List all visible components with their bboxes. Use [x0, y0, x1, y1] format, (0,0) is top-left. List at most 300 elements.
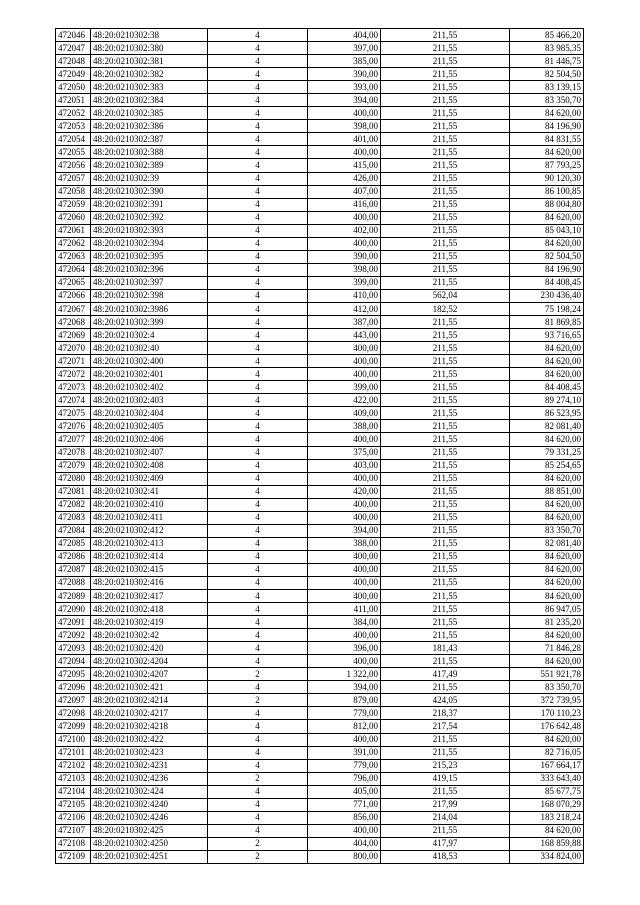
- area-cell: 398,00: [308, 263, 381, 276]
- specific-value-cell: 211,55: [381, 590, 510, 603]
- table-row: [56, 459, 584, 472]
- cadastral-value-cell: 84 620,00: [510, 576, 584, 589]
- specific-value-cell: 211,55: [381, 576, 510, 589]
- area-cell: 400,00: [308, 733, 381, 746]
- row-index-cell: 472105: [56, 798, 91, 811]
- cadastral-number-cell: 48:20:0210302:413: [91, 537, 208, 550]
- cadastral-number-cell: 48:20:0210302:42: [91, 629, 208, 642]
- specific-value-cell: 211,55: [381, 550, 510, 563]
- specific-value-cell: 211,55: [381, 381, 510, 394]
- row-index-cell: 472049: [56, 68, 91, 81]
- row-index-cell: 472082: [56, 498, 91, 511]
- area-cell: 391,00: [308, 746, 381, 759]
- row-index-cell: 472100: [56, 733, 91, 746]
- group-code-cell: 4: [208, 511, 308, 524]
- cadastral-value-cell: 82 716,05: [510, 746, 584, 759]
- cadastral-value-cell: 79 331,25: [510, 446, 584, 459]
- cadastral-value-cell: 84 620,00: [510, 590, 584, 603]
- area-cell: 400,00: [308, 511, 381, 524]
- group-code-cell: 4: [208, 785, 308, 798]
- specific-value-cell: 211,55: [381, 681, 510, 694]
- table-body: [56, 29, 584, 864]
- table-row: [56, 289, 584, 302]
- group-code-cell: 4: [208, 472, 308, 485]
- area-cell: 398,00: [308, 120, 381, 133]
- specific-value-cell: 211,55: [381, 485, 510, 498]
- row-index-cell: 472055: [56, 146, 91, 159]
- cadastral-value-cell: 83 139,15: [510, 81, 584, 94]
- specific-value-cell: 211,55: [381, 159, 510, 172]
- row-index-cell: 472058: [56, 185, 91, 198]
- table-row: [56, 198, 584, 211]
- cadastral-value-cell: 84 831,55: [510, 133, 584, 146]
- table-row: [56, 759, 584, 772]
- row-index-cell: 472093: [56, 642, 91, 655]
- table-row: [56, 120, 584, 133]
- group-code-cell: 4: [208, 655, 308, 668]
- cadastral-value-cell: 168 859,88: [510, 837, 584, 850]
- area-cell: 1 322,00: [308, 668, 381, 681]
- cadastral-value-cell: 84 408,45: [510, 276, 584, 289]
- cadastral-number-cell: 48:20:0210302:4251: [91, 850, 208, 863]
- cadastral-value-cell: 84 196,90: [510, 263, 584, 276]
- row-index-cell: 472104: [56, 785, 91, 798]
- row-index-cell: 472063: [56, 250, 91, 263]
- group-code-cell: 4: [208, 276, 308, 289]
- row-index-cell: 472086: [56, 550, 91, 563]
- row-index-cell: 472066: [56, 289, 91, 302]
- specific-value-cell: 211,55: [381, 472, 510, 485]
- cadastral-number-cell: 48:20:0210302:384: [91, 94, 208, 107]
- group-code-cell: 2: [208, 850, 308, 863]
- specific-value-cell: 417,49: [381, 668, 510, 681]
- area-cell: 400,00: [308, 211, 381, 224]
- cadastral-value-cell: 167 664,17: [510, 759, 584, 772]
- area-cell: 400,00: [308, 576, 381, 589]
- specific-value-cell: 182,52: [381, 302, 510, 315]
- row-index-cell: 472072: [56, 368, 91, 381]
- group-code-cell: 4: [208, 263, 308, 276]
- row-index-cell: 472099: [56, 720, 91, 733]
- cadastral-value-cell: 84 620,00: [510, 733, 584, 746]
- area-cell: 405,00: [308, 785, 381, 798]
- table-row: [56, 433, 584, 446]
- group-code-cell: 4: [208, 198, 308, 211]
- cadastral-number-cell: 48:20:0210302:386: [91, 120, 208, 133]
- group-code-cell: 4: [208, 29, 308, 42]
- cadastral-value-table: [55, 28, 584, 864]
- group-code-cell: 4: [208, 107, 308, 120]
- cadastral-number-cell: 48:20:0210302:401: [91, 368, 208, 381]
- cadastral-value-cell: 84 196,90: [510, 120, 584, 133]
- group-code-cell: 4: [208, 759, 308, 772]
- cadastral-number-cell: 48:20:0210302:411: [91, 511, 208, 524]
- group-code-cell: 2: [208, 668, 308, 681]
- specific-value-cell: 211,55: [381, 524, 510, 537]
- cadastral-number-cell: 48:20:0210302:382: [91, 68, 208, 81]
- specific-value-cell: 211,55: [381, 94, 510, 107]
- specific-value-cell: 211,55: [381, 42, 510, 55]
- group-code-cell: 4: [208, 616, 308, 629]
- area-cell: 856,00: [308, 811, 381, 824]
- area-cell: 410,00: [308, 289, 381, 302]
- cadastral-value-cell: 86 100,85: [510, 185, 584, 198]
- cadastral-number-cell: 48:20:0210302:394: [91, 237, 208, 250]
- cadastral-number-cell: 48:20:0210302:418: [91, 603, 208, 616]
- row-index-cell: 472057: [56, 172, 91, 185]
- cadastral-number-cell: 48:20:0210302:417: [91, 590, 208, 603]
- specific-value-cell: 418,53: [381, 850, 510, 863]
- cadastral-number-cell: 48:20:0210302:4217: [91, 707, 208, 720]
- cadastral-value-cell: 551 921,78: [510, 668, 584, 681]
- area-cell: 397,00: [308, 42, 381, 55]
- table-row: [56, 68, 584, 81]
- area-cell: 401,00: [308, 133, 381, 146]
- group-code-cell: 4: [208, 524, 308, 537]
- table-row: [56, 524, 584, 537]
- table-row: [56, 81, 584, 94]
- table-row: [56, 576, 584, 589]
- cadastral-value-cell: 89 274,10: [510, 394, 584, 407]
- specific-value-cell: 211,55: [381, 746, 510, 759]
- table-row: [56, 420, 584, 433]
- area-cell: 400,00: [308, 824, 381, 837]
- row-index-cell: 472095: [56, 668, 91, 681]
- cadastral-number-cell: 48:20:0210302:4218: [91, 720, 208, 733]
- cadastral-number-cell: 48:20:0210302:393: [91, 224, 208, 237]
- row-index-cell: 472051: [56, 94, 91, 107]
- cadastral-value-cell: 84 408,45: [510, 381, 584, 394]
- row-index-cell: 472089: [56, 590, 91, 603]
- table-row: [56, 603, 584, 616]
- area-cell: 796,00: [308, 772, 381, 785]
- group-code-cell: 4: [208, 146, 308, 159]
- table-row: [56, 537, 584, 550]
- cadastral-number-cell: 48:20:0210302:381: [91, 55, 208, 68]
- row-index-cell: 472075: [56, 407, 91, 420]
- table-row: [56, 407, 584, 420]
- table-row: [56, 485, 584, 498]
- row-index-cell: 472048: [56, 55, 91, 68]
- group-code-cell: 4: [208, 368, 308, 381]
- row-index-cell: 472069: [56, 329, 91, 342]
- row-index-cell: 472088: [56, 576, 91, 589]
- row-index-cell: 472107: [56, 824, 91, 837]
- row-index-cell: 472062: [56, 237, 91, 250]
- row-index-cell: 472098: [56, 707, 91, 720]
- table-row: [56, 29, 584, 42]
- cadastral-value-cell: 84 620,00: [510, 629, 584, 642]
- specific-value-cell: 211,55: [381, 824, 510, 837]
- specific-value-cell: 211,55: [381, 733, 510, 746]
- cadastral-value-cell: 333 643,40: [510, 772, 584, 785]
- row-index-cell: 472068: [56, 316, 91, 329]
- specific-value-cell: 211,55: [381, 107, 510, 120]
- specific-value-cell: 211,55: [381, 498, 510, 511]
- area-cell: 443,00: [308, 329, 381, 342]
- area-cell: 422,00: [308, 394, 381, 407]
- specific-value-cell: 417,97: [381, 837, 510, 850]
- cadastral-number-cell: 48:20:0210302:395: [91, 250, 208, 263]
- specific-value-cell: 211,55: [381, 342, 510, 355]
- group-code-cell: 4: [208, 707, 308, 720]
- specific-value-cell: 562,04: [381, 289, 510, 302]
- cadastral-value-cell: 85 677,75: [510, 785, 584, 798]
- specific-value-cell: 211,55: [381, 459, 510, 472]
- row-index-cell: 472050: [56, 81, 91, 94]
- table-row: [56, 185, 584, 198]
- group-code-cell: 4: [208, 798, 308, 811]
- cadastral-value-cell: 84 620,00: [510, 355, 584, 368]
- row-index-cell: 472061: [56, 224, 91, 237]
- cadastral-value-cell: 84 620,00: [510, 342, 584, 355]
- cadastral-value-cell: 83 350,70: [510, 524, 584, 537]
- specific-value-cell: 181,43: [381, 642, 510, 655]
- table-row: [56, 707, 584, 720]
- table-row: [56, 42, 584, 55]
- area-cell: 400,00: [308, 655, 381, 668]
- row-index-cell: 472109: [56, 850, 91, 863]
- group-code-cell: 4: [208, 185, 308, 198]
- table-row: [56, 694, 584, 707]
- group-code-cell: 4: [208, 55, 308, 68]
- group-code-cell: 4: [208, 133, 308, 146]
- area-cell: 394,00: [308, 681, 381, 694]
- row-index-cell: 472083: [56, 511, 91, 524]
- area-cell: 384,00: [308, 616, 381, 629]
- row-index-cell: 472070: [56, 342, 91, 355]
- specific-value-cell: 211,55: [381, 316, 510, 329]
- area-cell: 407,00: [308, 185, 381, 198]
- cadastral-number-cell: 48:20:0210302:397: [91, 276, 208, 289]
- group-code-cell: 4: [208, 302, 308, 315]
- specific-value-cell: 211,55: [381, 276, 510, 289]
- cadastral-number-cell: 48:20:0210302:4246: [91, 811, 208, 824]
- group-code-cell: 4: [208, 42, 308, 55]
- cadastral-value-cell: 75 198,24: [510, 302, 584, 315]
- cadastral-value-cell: 93 716,65: [510, 329, 584, 342]
- cadastral-value-cell: 84 620,00: [510, 563, 584, 576]
- group-code-cell: 4: [208, 250, 308, 263]
- specific-value-cell: 211,55: [381, 263, 510, 276]
- specific-value-cell: 211,55: [381, 185, 510, 198]
- specific-value-cell: 211,55: [381, 172, 510, 185]
- group-code-cell: 4: [208, 642, 308, 655]
- specific-value-cell: 211,55: [381, 81, 510, 94]
- row-index-cell: 472064: [56, 263, 91, 276]
- cadastral-number-cell: 48:20:0210302:425: [91, 824, 208, 837]
- cadastral-number-cell: 48:20:0210302:423: [91, 746, 208, 759]
- area-cell: 426,00: [308, 172, 381, 185]
- cadastral-value-cell: 83 350,70: [510, 94, 584, 107]
- area-cell: 400,00: [308, 498, 381, 511]
- area-cell: 411,00: [308, 603, 381, 616]
- table-row: [56, 772, 584, 785]
- cadastral-value-cell: 334 824,00: [510, 850, 584, 863]
- row-index-cell: 472094: [56, 655, 91, 668]
- group-code-cell: 4: [208, 355, 308, 368]
- table-row: [56, 798, 584, 811]
- cadastral-number-cell: 48:20:0210302:389: [91, 159, 208, 172]
- group-code-cell: 4: [208, 576, 308, 589]
- cadastral-number-cell: 48:20:0210302:399: [91, 316, 208, 329]
- group-code-cell: 4: [208, 237, 308, 250]
- area-cell: 385,00: [308, 55, 381, 68]
- table-row: [56, 681, 584, 694]
- row-index-cell: 472046: [56, 29, 91, 42]
- table-row: [56, 498, 584, 511]
- cadastral-value-cell: 84 620,00: [510, 472, 584, 485]
- cadastral-value-cell: 84 620,00: [510, 433, 584, 446]
- group-code-cell: 4: [208, 316, 308, 329]
- cadastral-value-cell: 84 620,00: [510, 550, 584, 563]
- cadastral-number-cell: 48:20:0210302:4240: [91, 798, 208, 811]
- group-code-cell: 4: [208, 498, 308, 511]
- cadastral-value-cell: 183 218,24: [510, 811, 584, 824]
- cadastral-number-cell: 48:20:0210302:404: [91, 407, 208, 420]
- group-code-cell: 4: [208, 446, 308, 459]
- specific-value-cell: 211,55: [381, 29, 510, 42]
- area-cell: 400,00: [308, 237, 381, 250]
- area-cell: 388,00: [308, 420, 381, 433]
- specific-value-cell: 211,55: [381, 563, 510, 576]
- group-code-cell: 4: [208, 68, 308, 81]
- row-index-cell: 472059: [56, 198, 91, 211]
- table-row: [56, 550, 584, 563]
- area-cell: 393,00: [308, 81, 381, 94]
- cadastral-value-cell: 82 504,50: [510, 250, 584, 263]
- cadastral-number-cell: 48:20:0210302:422: [91, 733, 208, 746]
- row-index-cell: 472056: [56, 159, 91, 172]
- table-row: [56, 159, 584, 172]
- group-code-cell: 4: [208, 94, 308, 107]
- specific-value-cell: 211,55: [381, 146, 510, 159]
- group-code-cell: 4: [208, 811, 308, 824]
- area-cell: 400,00: [308, 355, 381, 368]
- cadastral-value-cell: 84 620,00: [510, 655, 584, 668]
- table-row: [56, 250, 584, 263]
- specific-value-cell: 211,55: [381, 603, 510, 616]
- group-code-cell: 2: [208, 694, 308, 707]
- cadastral-number-cell: 48:20:0210302:402: [91, 381, 208, 394]
- cadastral-value-cell: 84 620,00: [510, 498, 584, 511]
- group-code-cell: 4: [208, 681, 308, 694]
- cadastral-number-cell: 48:20:0210302:406: [91, 433, 208, 446]
- area-cell: 400,00: [308, 342, 381, 355]
- table-row: [56, 276, 584, 289]
- cadastral-value-cell: 83 985,35: [510, 42, 584, 55]
- row-index-cell: 472097: [56, 694, 91, 707]
- group-code-cell: 4: [208, 603, 308, 616]
- cadastral-number-cell: 48:20:0210302:414: [91, 550, 208, 563]
- cadastral-value-cell: 84 620,00: [510, 146, 584, 159]
- row-index-cell: 472071: [56, 355, 91, 368]
- cadastral-value-cell: 82 081,40: [510, 420, 584, 433]
- area-cell: 375,00: [308, 446, 381, 459]
- cadastral-number-cell: 48:20:0210302:380: [91, 42, 208, 55]
- group-code-cell: 4: [208, 590, 308, 603]
- group-code-cell: 4: [208, 81, 308, 94]
- specific-value-cell: 214,04: [381, 811, 510, 824]
- cadastral-number-cell: 48:20:0210302:421: [91, 681, 208, 694]
- cadastral-number-cell: 48:20:0210302:396: [91, 263, 208, 276]
- table-row: [56, 355, 584, 368]
- cadastral-value-cell: 87 793,25: [510, 159, 584, 172]
- cadastral-number-cell: 48:20:0210302:388: [91, 146, 208, 159]
- cadastral-number-cell: 48:20:0210302:410: [91, 498, 208, 511]
- row-index-cell: 472053: [56, 120, 91, 133]
- area-cell: 390,00: [308, 250, 381, 263]
- group-code-cell: 2: [208, 837, 308, 850]
- cadastral-number-cell: 48:20:0210302:391: [91, 198, 208, 211]
- row-index-cell: 472047: [56, 42, 91, 55]
- table-row: [56, 107, 584, 120]
- specific-value-cell: 211,55: [381, 329, 510, 342]
- group-code-cell: 4: [208, 733, 308, 746]
- cadastral-value-cell: 81 869,85: [510, 316, 584, 329]
- area-cell: 387,00: [308, 316, 381, 329]
- cadastral-number-cell: 48:20:0210302:390: [91, 185, 208, 198]
- row-index-cell: 472102: [56, 759, 91, 772]
- cadastral-value-cell: 83 350,70: [510, 681, 584, 694]
- group-code-cell: 4: [208, 420, 308, 433]
- area-cell: 390,00: [308, 68, 381, 81]
- cadastral-value-cell: 86 947,05: [510, 603, 584, 616]
- specific-value-cell: 211,55: [381, 198, 510, 211]
- row-index-cell: 472052: [56, 107, 91, 120]
- row-index-cell: 472078: [56, 446, 91, 459]
- cadastral-number-cell: 48:20:0210302:412: [91, 524, 208, 537]
- cadastral-value-cell: 81 235,20: [510, 616, 584, 629]
- cadastral-number-cell: 48:20:0210302:40: [91, 342, 208, 355]
- group-code-cell: 4: [208, 720, 308, 733]
- cadastral-number-cell: 48:20:0210302:4236: [91, 772, 208, 785]
- table-row: [56, 642, 584, 655]
- table-row: [56, 394, 584, 407]
- table-row: [56, 811, 584, 824]
- cadastral-value-cell: 176 642,48: [510, 720, 584, 733]
- cadastral-value-cell: 84 620,00: [510, 824, 584, 837]
- area-cell: 400,00: [308, 107, 381, 120]
- group-code-cell: 4: [208, 172, 308, 185]
- group-code-cell: 4: [208, 550, 308, 563]
- cadastral-number-cell: 48:20:0210302:415: [91, 563, 208, 576]
- cadastral-number-cell: 48:20:0210302:4231: [91, 759, 208, 772]
- group-code-cell: 4: [208, 407, 308, 420]
- specific-value-cell: 211,55: [381, 133, 510, 146]
- cadastral-value-cell: 71 846,28: [510, 642, 584, 655]
- group-code-cell: 4: [208, 224, 308, 237]
- cadastral-number-cell: 48:20:0210302:400: [91, 355, 208, 368]
- row-index-cell: 472079: [56, 459, 91, 472]
- cadastral-number-cell: 48:20:0210302:392: [91, 211, 208, 224]
- group-code-cell: 4: [208, 746, 308, 759]
- specific-value-cell: 211,55: [381, 537, 510, 550]
- cadastral-number-cell: 48:20:0210302:409: [91, 472, 208, 485]
- area-cell: 416,00: [308, 198, 381, 211]
- area-cell: 400,00: [308, 472, 381, 485]
- table-row: [56, 381, 584, 394]
- cadastral-value-cell: 84 620,00: [510, 511, 584, 524]
- specific-value-cell: 211,55: [381, 68, 510, 81]
- specific-value-cell: 211,55: [381, 511, 510, 524]
- cadastral-number-cell: 48:20:0210302:416: [91, 576, 208, 589]
- specific-value-cell: 211,55: [381, 420, 510, 433]
- cadastral-value-cell: 168 070,29: [510, 798, 584, 811]
- row-index-cell: 472074: [56, 394, 91, 407]
- table-row: [56, 146, 584, 159]
- cadastral-value-cell: 230 436,40: [510, 289, 584, 302]
